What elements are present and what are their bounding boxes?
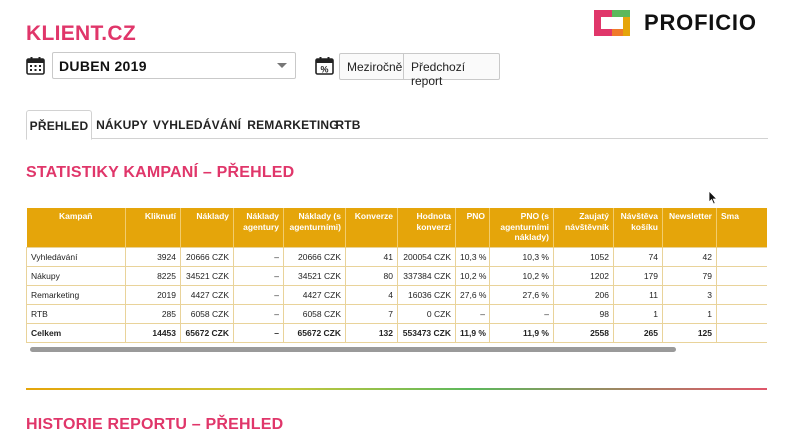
- table-cell: 65672 CZK: [181, 323, 234, 342]
- table-cell: Remarketing: [27, 285, 126, 304]
- col-header[interactable]: PNO: [456, 208, 490, 247]
- table-cell: 98: [554, 304, 614, 323]
- col-header[interactable]: Konverze: [346, 208, 398, 247]
- previous-report-button[interactable]: Předchozí report: [404, 53, 500, 80]
- table-cell: RTB: [27, 304, 126, 323]
- table-cell: 1: [663, 304, 717, 323]
- col-header[interactable]: Sma: [717, 208, 768, 247]
- table-horizontal-scrollbar[interactable]: [30, 347, 676, 352]
- table-cell: –: [234, 266, 284, 285]
- table-cell: 200054 CZK: [398, 247, 456, 266]
- table-cell: 6058 CZK: [181, 304, 234, 323]
- table-cell: 14453: [126, 323, 181, 342]
- table-cell: 2019: [126, 285, 181, 304]
- table-cell: [717, 266, 768, 285]
- table-cell: 34521 CZK: [181, 266, 234, 285]
- col-header[interactable]: Náklady: [181, 208, 234, 247]
- gradient-divider: [26, 388, 767, 390]
- table-cell: –: [234, 247, 284, 266]
- chevron-down-icon: [277, 63, 287, 68]
- table-cell: 6058 CZK: [284, 304, 346, 323]
- table-cell: 11,9 %: [490, 323, 554, 342]
- table-cell: –: [490, 304, 554, 323]
- table-cell: 179: [614, 266, 663, 285]
- table-cell: [717, 285, 768, 304]
- col-header[interactable]: Newsletter: [663, 208, 717, 247]
- col-header[interactable]: Náklady (s agenturními): [284, 208, 346, 247]
- tab-rtb[interactable]: RTB: [335, 118, 361, 132]
- table-cell: 27,6 %: [490, 285, 554, 304]
- tab-remarketing[interactable]: REMARKETING: [247, 118, 339, 132]
- table-row: [27, 285, 768, 304]
- table-cell: 4427 CZK: [181, 285, 234, 304]
- table-total-row: [27, 323, 768, 342]
- table-cell: 337384 CZK: [398, 266, 456, 285]
- table-cell: 8225: [126, 266, 181, 285]
- table-cell: –: [234, 285, 284, 304]
- table-cell: [717, 304, 768, 323]
- calendar-icon: [26, 56, 45, 75]
- table-cell: 65672 CZK: [284, 323, 346, 342]
- table-cell: 34521 CZK: [284, 266, 346, 285]
- table-cell: 20666 CZK: [181, 247, 234, 266]
- table-cell: Nákupy: [27, 266, 126, 285]
- table-cell: 3924: [126, 247, 181, 266]
- table-cell: 132: [346, 323, 398, 342]
- table-cell: 3: [663, 285, 717, 304]
- stats-section-title: STATISTIKY KAMPANÍ – PŘEHLED: [26, 164, 295, 181]
- table-cell: 285: [126, 304, 181, 323]
- table-cell: 27,6 %: [456, 285, 490, 304]
- table-cell: 10,3 %: [456, 247, 490, 266]
- table-cell: 7: [346, 304, 398, 323]
- proficio-logo-icon: [594, 10, 630, 36]
- table-cell: 4427 CZK: [284, 285, 346, 304]
- report-tabs: [26, 110, 768, 139]
- table-cell: 1202: [554, 266, 614, 285]
- history-section-title: HISTORIE REPORTU – PŘEHLED: [26, 416, 284, 431]
- brand-name: PROFICIO: [644, 10, 757, 35]
- table-cell: 79: [663, 266, 717, 285]
- table-cell: [717, 247, 768, 266]
- table-cell: 16036 CZK: [398, 285, 456, 304]
- table-row: [27, 247, 768, 266]
- table-cell: –: [234, 323, 284, 342]
- table-cell: 553473 CZK: [398, 323, 456, 342]
- table-cell: 10,3 %: [490, 247, 554, 266]
- table-cell: 0 CZK: [398, 304, 456, 323]
- year-over-year-button[interactable]: Meziročně: [339, 53, 404, 80]
- table-cell: 10,2 %: [456, 266, 490, 285]
- table-cell: 42: [663, 247, 717, 266]
- col-header[interactable]: Návštěva košíku: [614, 208, 663, 247]
- col-header[interactable]: Kliknutí: [126, 208, 181, 247]
- percent-glyph: %: [320, 64, 329, 75]
- col-header[interactable]: Hodnota konverzí: [398, 208, 456, 247]
- mouse-pointer-icon: [708, 190, 718, 210]
- calendar-percent-icon: [315, 56, 334, 75]
- table-header-row: [27, 208, 768, 247]
- table-cell: 265: [614, 323, 663, 342]
- table-cell: 41: [346, 247, 398, 266]
- month-select[interactable]: [52, 52, 296, 79]
- campaign-stats-table-wrap: [26, 208, 767, 354]
- col-header[interactable]: Náklady agentury: [234, 208, 284, 247]
- table-cell: [717, 323, 768, 342]
- table-cell: 125: [663, 323, 717, 342]
- campaign-stats-table: [26, 208, 767, 343]
- table-cell: 74: [614, 247, 663, 266]
- table-row: [27, 304, 768, 323]
- tab-nakupy[interactable]: NÁKUPY: [96, 118, 148, 132]
- table-cell: 11: [614, 285, 663, 304]
- client-title: KLIENT.CZ: [26, 22, 137, 45]
- table-cell: 206: [554, 285, 614, 304]
- table-cell: 20666 CZK: [284, 247, 346, 266]
- table-cell: 2558: [554, 323, 614, 342]
- table-cell: Vyhledávání: [27, 247, 126, 266]
- col-header[interactable]: PNO (s agenturními náklady): [490, 208, 554, 247]
- table-cell: 1052: [554, 247, 614, 266]
- month-select-value: DUBEN 2019: [59, 58, 147, 74]
- table-cell: 80: [346, 266, 398, 285]
- tab-prehled[interactable]: PŘEHLED: [26, 110, 92, 140]
- table-row: [27, 266, 768, 285]
- col-header[interactable]: Kampaň: [27, 208, 126, 247]
- table-cell: –: [456, 304, 490, 323]
- table-cell: 11,9 %: [456, 323, 490, 342]
- table-cell: 10,2 %: [490, 266, 554, 285]
- table-cell: 1: [614, 304, 663, 323]
- col-header[interactable]: Zaujatý návštěvník: [554, 208, 614, 247]
- table-cell: Celkem: [27, 323, 126, 342]
- table-cell: 4: [346, 285, 398, 304]
- table-cell: –: [234, 304, 284, 323]
- tab-vyhledavani[interactable]: VYHLEDÁVÁNÍ: [152, 118, 242, 132]
